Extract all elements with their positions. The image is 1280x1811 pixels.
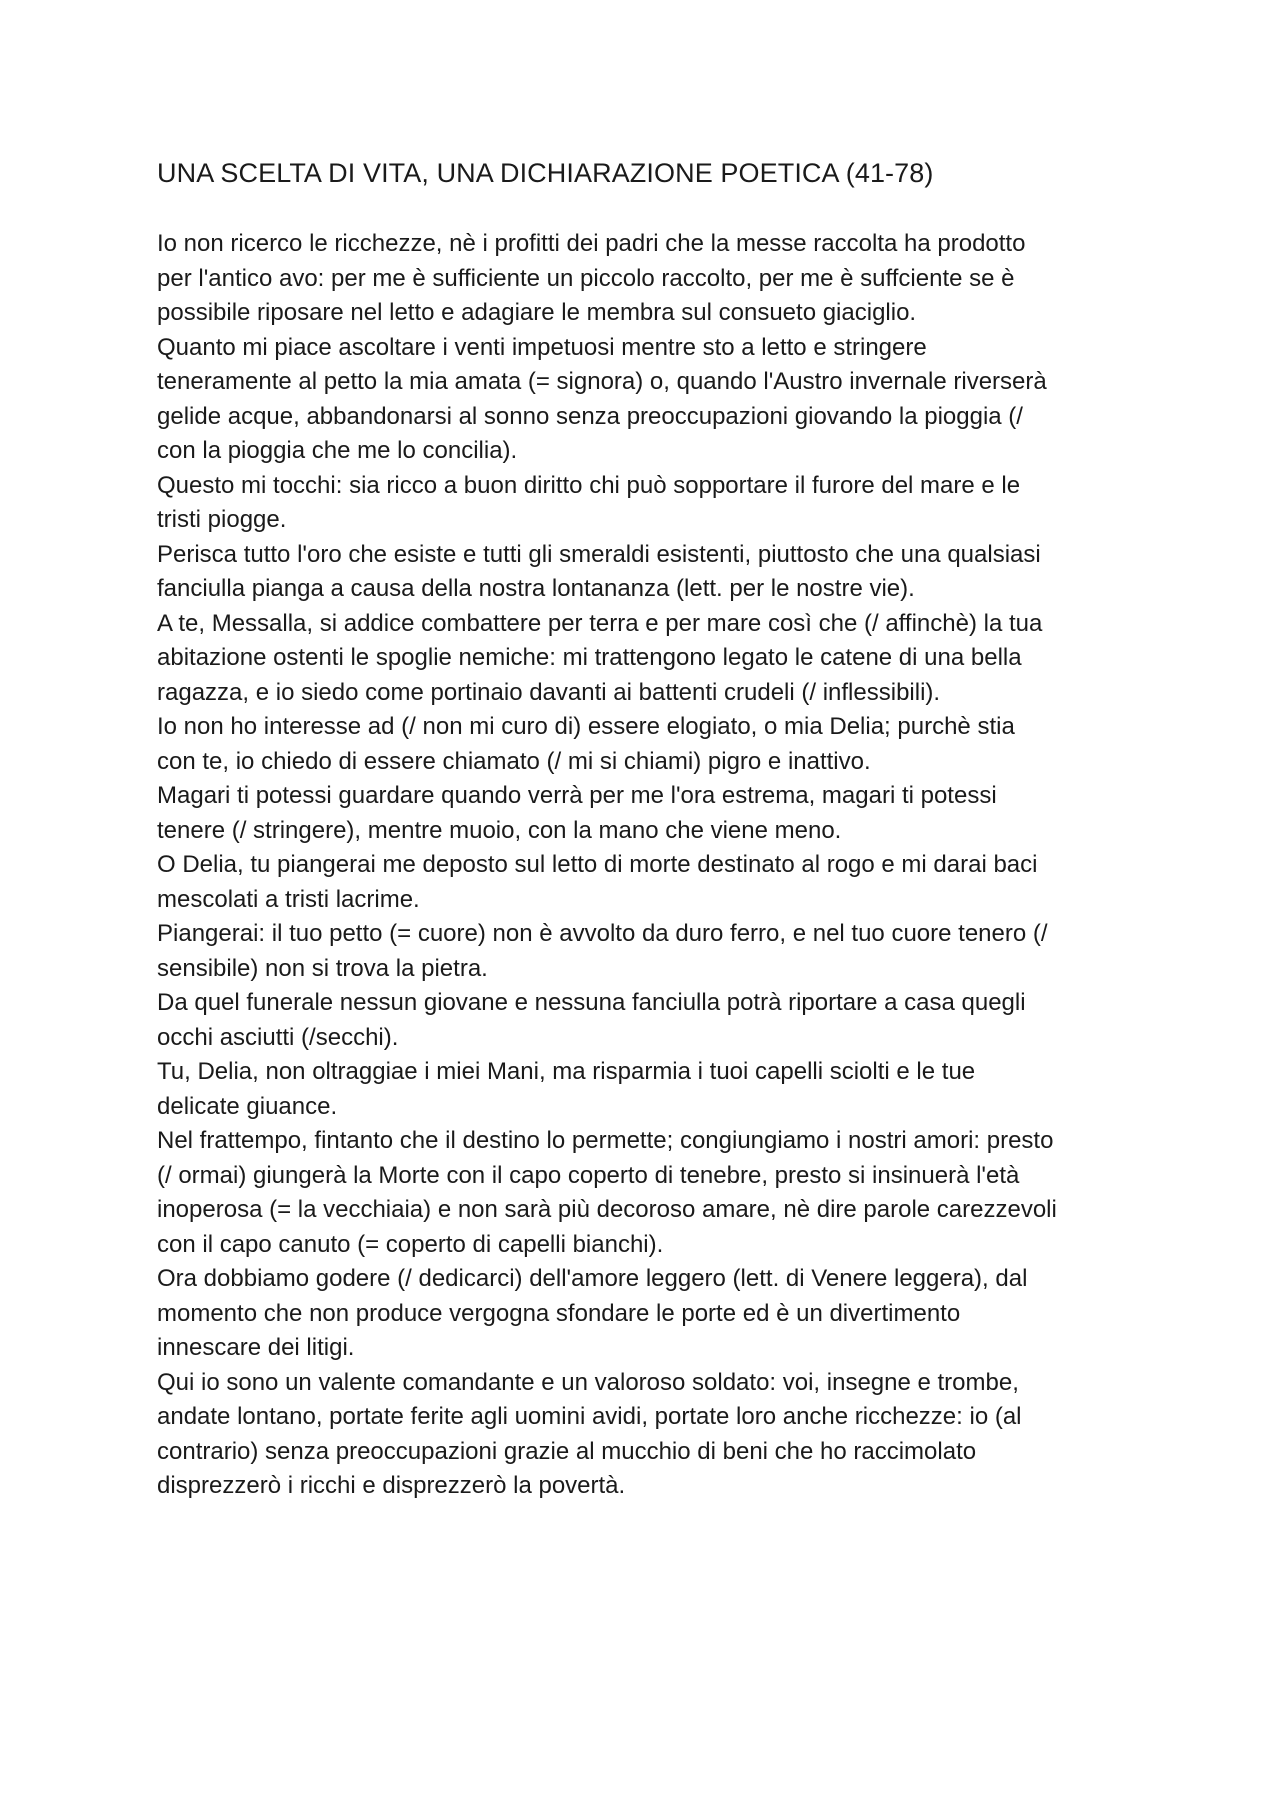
text-line: sensibile) non si trova la pietra.: [157, 954, 488, 982]
text-line: abitazione ostenti le spoglie nemiche: mi trattengono legato le catene di una bella: [157, 644, 1022, 671]
text-line: Quanto mi piace ascoltare i venti impetuosi mentre sto a letto e stringere: [157, 333, 927, 361]
paragraph: [157, 331, 1167, 469]
text-line: Questo mi tocchi: sia ricco a buon diritto chi può sopportare il furore del mare e le: [157, 471, 1021, 499]
text-line: occhi asciutti (/secchi).: [157, 1023, 399, 1051]
text-line: Io non ricerco le ricchezze, nè i profitti dei padri che la messe raccolta ha prodotto: [157, 230, 1026, 257]
text-line: innescare dei litigi.: [157, 1334, 355, 1361]
paragraph: [157, 1055, 1167, 1124]
text-line: Qui io sono un valente comandante e un valoroso soldato: voi, insegne e trombe,: [157, 1368, 1019, 1396]
text-line: teneramente al petto la mia amata (= signora) o, quando l'Austro invernale riverserà: [157, 368, 1047, 395]
text-line: disprezzerò i ricchi e disprezzerò la povertà.: [157, 1472, 626, 1499]
text-line: andate lontano, portate ferite agli uomini avidi, portate loro anche ricchezze: io (al: [157, 1403, 1022, 1430]
paragraph: [157, 469, 1167, 538]
text-line: O Delia, tu piangerai me deposto sul letto di morte destinato al rogo e mi darai baci: [157, 851, 1038, 878]
paragraph: [157, 607, 1167, 711]
text-line: tristi piogge.: [157, 506, 287, 533]
text-line: Ora dobbiamo godere (/ dedicarci) dell'amore leggero (lett. di Venere leggera), dal: [157, 1265, 1028, 1292]
document-content: [157, 155, 1167, 1504]
text-line: Magari ti potessi guardare quando verrà per me l'ora estrema, magari ti potessi: [157, 782, 997, 809]
paragraph: [157, 848, 1167, 917]
paragraph: [157, 538, 1167, 607]
text-line: Tu, Delia, non oltraggiae i miei Mani, ma risparmia i tuoi capelli sciolti e le tue: [157, 1058, 976, 1085]
text-line: con te, io chiedo di essere chiamato (/ mi si chiami) pigro e inattivo.: [157, 747, 871, 775]
paragraph: [157, 1366, 1167, 1504]
text-line: momento che non produce vergogna sfondare le porte ed è un divertimento: [157, 1299, 961, 1327]
document-title: UNA SCELTA DI VITA, UNA DICHIARAZIONE POETICA (41-78): [157, 158, 934, 188]
text-line: con il capo canuto (= coperto di capelli bianchi).: [157, 1230, 664, 1258]
text-line: Io non ho interesse ad (/ non mi curo di) essere elogiato, o mia Delia; purchè stia: [157, 713, 1015, 740]
text-line: A te, Messalla, si addice combattere per terra e per mare così che (/ affinchè) la tua: [157, 609, 1043, 637]
document-body: [157, 227, 1167, 1504]
text-line: Perisca tutto l'oro che esiste e tutti gli smeraldi esistenti, piuttosto che una qualsiasi: [157, 540, 1041, 568]
text-line: possibile riposare nel letto e adagiare le membra sul consueto giaciglio.: [157, 299, 917, 326]
paragraph: [157, 1124, 1167, 1262]
text-line: fanciulla pianga a causa della nostra lontananza (lett. per le nostre vie).: [157, 575, 915, 602]
paragraph: [157, 227, 1167, 331]
text-line: ragazza, e io siedo come portinaio davanti ai battenti crudeli (/ inflessibili).: [157, 678, 941, 706]
text-line: Nel frattempo, fintanto che il destino lo permette; congiungiamo i nostri amori: presto: [157, 1127, 1054, 1154]
paragraph: [157, 779, 1167, 848]
text-line: con la pioggia che me lo concilia).: [157, 437, 518, 464]
text-line: delicate giuance.: [157, 1092, 338, 1120]
text-line: tenere (/ stringere), mentre muoio, con la mano che viene meno.: [157, 816, 842, 844]
paragraph: [157, 710, 1167, 779]
text-line: inoperosa (= la vecchiaia) e non sarà più decoroso amare, nè dire parole carezzevoli: [157, 1196, 1057, 1223]
paragraph: [157, 1262, 1167, 1366]
text-line: contrario) senza preoccupazioni grazie al mucchio di beni che ho raccimolato: [157, 1437, 977, 1465]
text-line: Da quel funerale nessun giovane e nessuna fanciulla potrà riportare a casa quegli: [157, 989, 1026, 1016]
text-line: Piangerai: il tuo petto (= cuore) non è avvolto da duro ferro, e nel tuo cuore tenero (/: [157, 920, 1048, 947]
text-line: per l'antico avo: per me è sufficiente un piccolo raccolto, per me è suffciente se è: [157, 264, 1015, 292]
text-line: (/ ormai) giungerà la Morte con il capo coperto di tenebre, presto si insinuerà l'età: [157, 1161, 1020, 1189]
text-line: gelide acque, abbandonarsi al sonno senza preoccupazioni giovando la pioggia (/: [157, 402, 1023, 430]
paragraph: [157, 986, 1167, 1055]
paragraph: [157, 917, 1167, 986]
text-line: mescolati a tristi lacrime.: [157, 885, 420, 913]
